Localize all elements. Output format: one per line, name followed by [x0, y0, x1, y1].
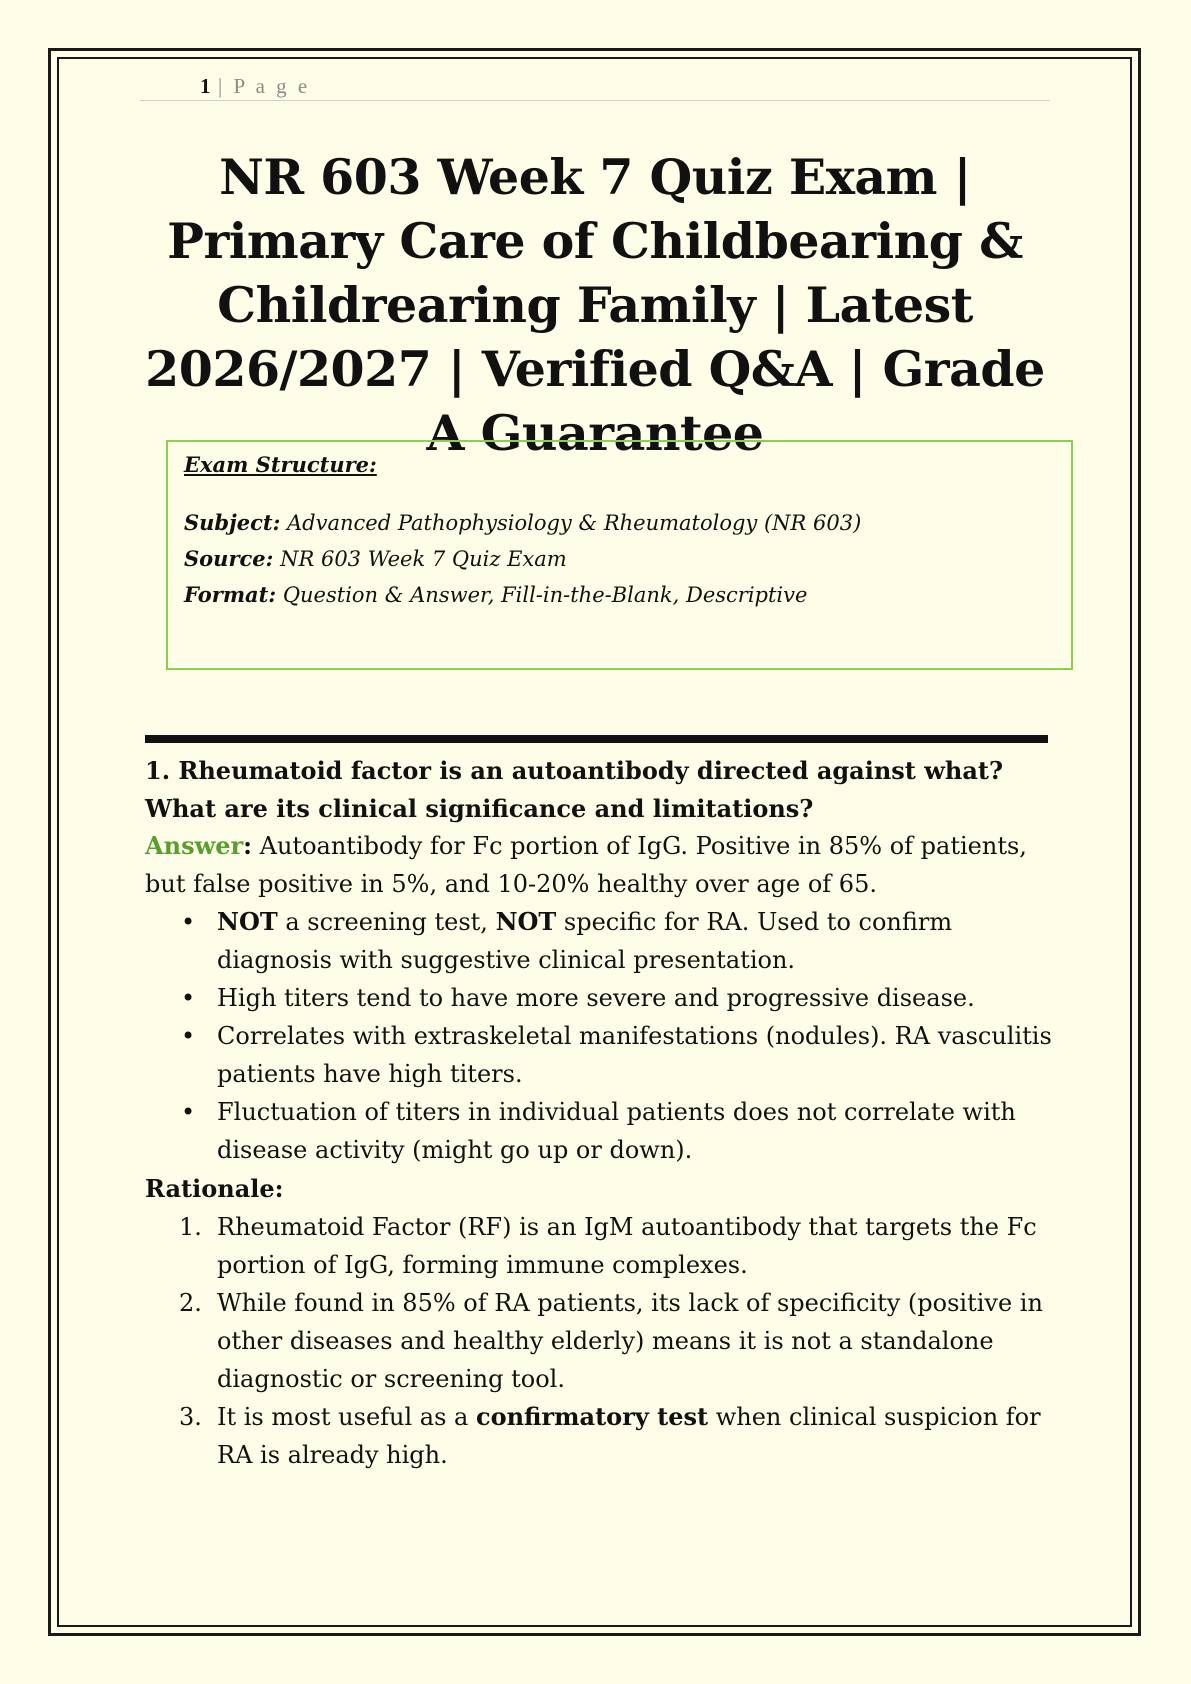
bullet-text: Correlates with extraskeletal manifestations (nodules). RA vasculitis patients have high titers.	[217, 1022, 1052, 1088]
bullet-text: specific for RA. Used to confirm diagnosis with suggestive clinical presentation.	[217, 908, 953, 974]
list-item	[145, 1017, 1065, 1093]
answer-text: Autoantibody for Fc portion of IgG. Positive in 85% of patients, but false positive in 5%, and 10-20% healthy over age of 65.	[145, 832, 1027, 898]
rationale-text: Rheumatoid Factor (RF) is an IgM autoantibody that targets the Fc portion of IgG, forming immune complexes.	[217, 1213, 1037, 1279]
source-label: Source:	[184, 546, 274, 571]
bullet-text: Fluctuation of titers in individual patients does not correlate with disease activity (might go up or down).	[217, 1098, 1016, 1164]
answer-bullet-list	[145, 903, 1065, 1169]
list-item	[145, 903, 1065, 979]
bullet-icon: •	[181, 1022, 196, 1050]
item-number: 2.	[179, 1289, 202, 1317]
rationale-text: While found in 85% of RA patients, its lack of specificity (positive in other diseases and healthy elderly) means it is not a standalone diagnostic or screening tool.	[217, 1289, 1043, 1393]
rationale-text: It is most useful as a	[217, 1403, 476, 1431]
list-item	[145, 1208, 1065, 1284]
subject-label: Subject:	[184, 510, 281, 535]
bullet-icon: •	[181, 908, 196, 936]
exam-structure-box	[166, 440, 1073, 670]
subject-value: Advanced Pathophysiology & Rheumatology (NR 603)	[287, 511, 862, 535]
format-row	[184, 582, 807, 607]
rationale-list	[145, 1208, 1065, 1474]
bold-not: NOT	[495, 907, 557, 936]
list-item	[145, 979, 1065, 1017]
section-divider	[145, 735, 1048, 743]
rationale-heading: Rationale:	[145, 1174, 284, 1203]
page-label: | P a g e	[218, 74, 311, 98]
item-number: 3.	[179, 1403, 202, 1431]
subject-row	[184, 510, 861, 535]
rationale-text: when clinical suspicion for RA is already high.	[217, 1403, 1041, 1469]
question-text: 1. Rheumatoid factor is an autoantibody directed against what? What are its clinical significance and limitations?	[145, 756, 1004, 823]
page-header	[140, 72, 1050, 101]
source-row	[184, 546, 567, 571]
document-title: NR 603 Week 7 Quiz Exam | Primary Care of Childbearing & Childrearing Family | Latest 2026/2027 | Verified Q&A | Grade A Guarantee	[145, 148, 1045, 462]
answer-label: Answer	[145, 831, 244, 860]
format-label: Format:	[184, 582, 277, 607]
bullet-icon: •	[181, 1098, 196, 1126]
item-number: 1.	[179, 1213, 202, 1241]
answer-paragraph	[145, 827, 1065, 903]
bold-not: NOT	[217, 907, 278, 936]
bullet-text: High titers tend to have more severe and progressive disease.	[217, 984, 975, 1012]
source-value: NR 603 Week 7 Quiz Exam	[280, 547, 567, 571]
list-item	[145, 1093, 1065, 1169]
list-item	[145, 1284, 1065, 1398]
answer-colon: :	[243, 831, 253, 860]
bullet-text: a screening test,	[277, 908, 496, 936]
format-value: Question & Answer, Fill-in-the-Blank, Descriptive	[282, 583, 808, 607]
page-number: 1	[200, 74, 211, 98]
bold-confirmatory-test: confirmatory test	[475, 1402, 709, 1431]
bullet-icon: •	[181, 984, 196, 1012]
exam-structure-heading: Exam Structure:	[184, 452, 377, 477]
list-item	[145, 1398, 1065, 1474]
